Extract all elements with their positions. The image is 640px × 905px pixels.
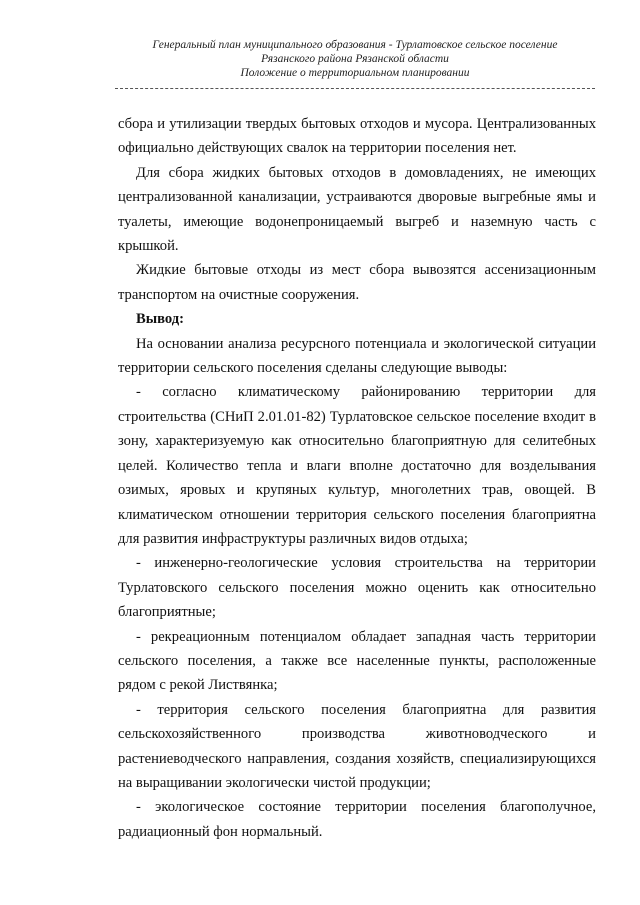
- list-item: - согласно климатическому районированию территории для строительства (СНиП 2.01.01-82) Турлатовское сельское поселение входит в зону, характеризуемую как относительно благоприятную для селитебных целей. Количество тепла и влаги вполне достаточно для возделывания озимых, яровых и крупяных культур, многолетних трав, овощей. В климатическом отношении территория сельского поселения благоприятна для развития инфраструктуры различных видов отдыха;: [118, 384, 596, 547]
- list-item: - инженерно-геологические условия строительства на территории Турлатовского сельского поселения можно оценить как относительно благоприятные;: [118, 555, 596, 621]
- paragraph: Жидкие бытовые отходы из мест сбора вывозятся ассенизационным транспортом на очистные сооружения.: [118, 262, 596, 303]
- header-title-line: Генеральный план муниципального образования - Турлатовское сельское поселение: [152, 39, 558, 51]
- list-item: - территория сельского поселения благоприятна для развития сельскохозяйственного производства животноводческого и растениеводческого направления, создания хозяйств, специализирующихся на выращивании экологически чистой продукции;: [118, 701, 596, 791]
- header-divider: [115, 88, 595, 89]
- paragraph: сбора и утилизации твердых бытовых отходов и мусора. Централизованных официально действующих свалок на территории поселения нет.: [118, 116, 596, 157]
- document-body: [118, 112, 596, 844]
- paragraph: На основании анализа ресурсного потенциала и экологической ситуации территории сельского поселения сделаны следующие выводы:: [118, 335, 596, 377]
- list-item: - экологическое состояние территории поселения благополучное, радиационный фон нормальный.: [118, 799, 596, 840]
- paragraph: Для сбора жидких бытовых отходов в домовладениях, не имеющих централизованной канализации, устраиваются дворовые выгребные ямы и туалеты, имеющие водонепроницаемый выгреб и наземную часть с крышкой.: [118, 164, 596, 255]
- page-header: [115, 38, 595, 80]
- list-item: - рекреационным потенциалом обладает западная часть территории сельского поселения, а также все населенные пункты, расположенные рядом с рекой Листвянка;: [118, 628, 596, 694]
- section-heading: Вывод:: [136, 311, 185, 328]
- header-section-line: Положение о территориальном планировании: [240, 67, 470, 79]
- header-region-line: Рязанского района Рязанской области: [261, 53, 449, 65]
